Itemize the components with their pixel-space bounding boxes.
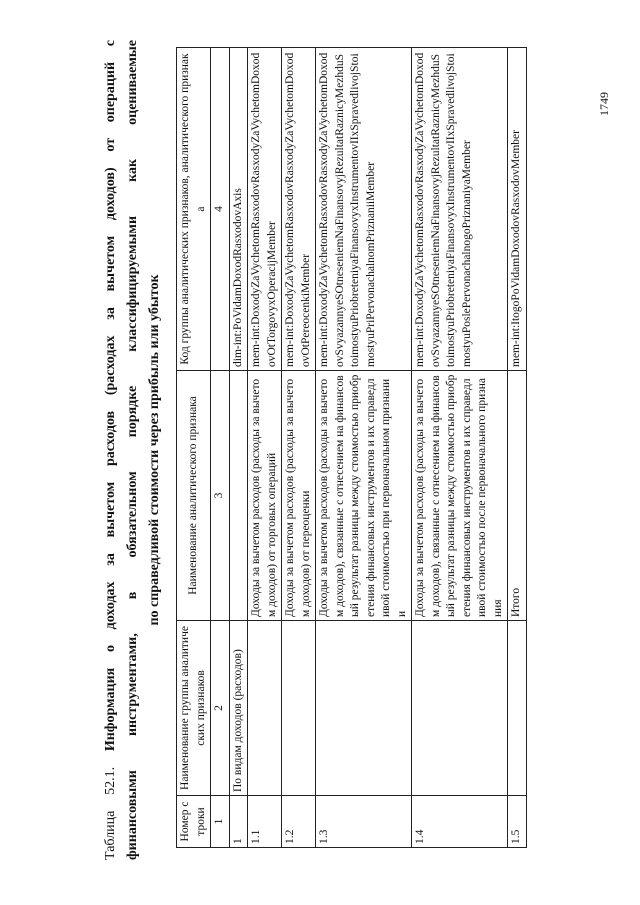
- rotated-page-content: [100, 40, 640, 860]
- column-number: 3: [211, 371, 230, 621]
- caption-title-part1: Информация о доходах за вычетом расходов (расходах за вычетом доходов) от операций с: [103, 40, 118, 752]
- feature-name: Доходы за вычетом расходов (расходы за вычетом доходов) от торговых операций: [248, 371, 282, 621]
- table-header-row: [177, 48, 211, 848]
- table-row: [282, 48, 316, 848]
- column-number: 4: [211, 48, 230, 371]
- group-name: [248, 621, 282, 796]
- group-name: [508, 621, 527, 796]
- column-number: 2: [211, 621, 230, 796]
- feature-code: mem-int:ItogoPoVidamDoxodovRasxodovMember: [508, 48, 527, 371]
- caption-title-part3: по справедливой стоимости через прибыль или убыток: [147, 274, 162, 626]
- caption-title-part2: финансовыми инструментами, в обязательном порядке классифицируемыми как оцениваемые: [125, 40, 140, 860]
- feature-code: mem-int:DoxodyZaVychetomRasxodovRasxodyZaVychetomDoxodovOtTorgovyxOperacijMember: [248, 48, 282, 371]
- feature-code: mem-int:DoxodyZaVychetomRasxodovRasxodyZaVychetomDoxodovSvyazannyeSOtneseniemNaFinansovyjRezultatRaznicyMezhduStoimostyuPriobreteniyaFinansovyxInstrumentovIIxSpravedlivojStoimostyuPriPervonachalnomPriznaniiMember: [316, 48, 412, 371]
- feature-code: dim-int:PoVidamDoxodRasxodovAxis: [229, 48, 248, 371]
- row-number: 1.2: [282, 796, 316, 848]
- caption-label: Таблица 52.1.: [103, 766, 118, 860]
- row-number: 1.1: [248, 796, 282, 848]
- feature-name: [229, 371, 248, 621]
- row-number: 1.3: [316, 796, 412, 848]
- group-name: По видам доходов (расходов): [229, 621, 248, 796]
- feature-name: Доходы за вычетом расходов (расходы за вычетом доходов), связанные с отнесением на финансовый результат разницы между стоимостью приобретения финансовых инструментов и их справедливой стоимостью после первоначального признания: [412, 371, 508, 621]
- header-feature-name: Наименование аналитического признака: [177, 371, 211, 621]
- row-number: 1.5: [508, 796, 527, 848]
- table-row: [229, 48, 248, 848]
- table-caption: [100, 40, 166, 860]
- group-name: [316, 621, 412, 796]
- header-code: Код группы аналитических признаков, аналитического признака: [177, 48, 211, 371]
- group-name: [282, 621, 316, 796]
- row-number: 1.4: [412, 796, 508, 848]
- feature-name: Итого: [508, 371, 527, 621]
- feature-name: Доходы за вычетом расходов (расходы за вычетом доходов), связанные с отнесением на финансовый результат разницы между стоимостью приобретения финансовых инструментов и их справедливой стоимостью при первоначальном признании: [316, 371, 412, 621]
- feature-code: mem-int:DoxodyZaVychetomRasxodovRasxodyZaVychetomDoxodovSvyazannyeSOtneseniemNaFinansovyjRezultatRaznicyMezhduStoimostyuPriobreteniyaFinansovyxInstrumentovIIxSpravedlivojStoimostyuPoslePervonachalnogoPriznaniyaMember: [412, 48, 508, 371]
- header-group-name: Наименование группы аналитических признаков: [177, 621, 211, 796]
- column-number: 1: [211, 796, 230, 848]
- table-row: [412, 48, 508, 848]
- feature-name: Доходы за вычетом расходов (расходы за вычетом доходов) от переоценки: [282, 371, 316, 621]
- group-name: [412, 621, 508, 796]
- header-row-number: Номер строки: [177, 796, 211, 848]
- column-number-row: [211, 48, 230, 848]
- table-row: [316, 48, 412, 848]
- caption-line-1: [100, 40, 122, 860]
- table-row: [508, 48, 527, 848]
- table-row: [248, 48, 282, 848]
- page-number: 1749: [597, 92, 611, 116]
- analytic-features-table: [176, 47, 527, 848]
- feature-code: mem-int:DoxodyZaVychetomRasxodovRasxodyZaVychetomDoxodovOtPereocenkiMember: [282, 48, 316, 371]
- row-number: 1: [229, 796, 248, 848]
